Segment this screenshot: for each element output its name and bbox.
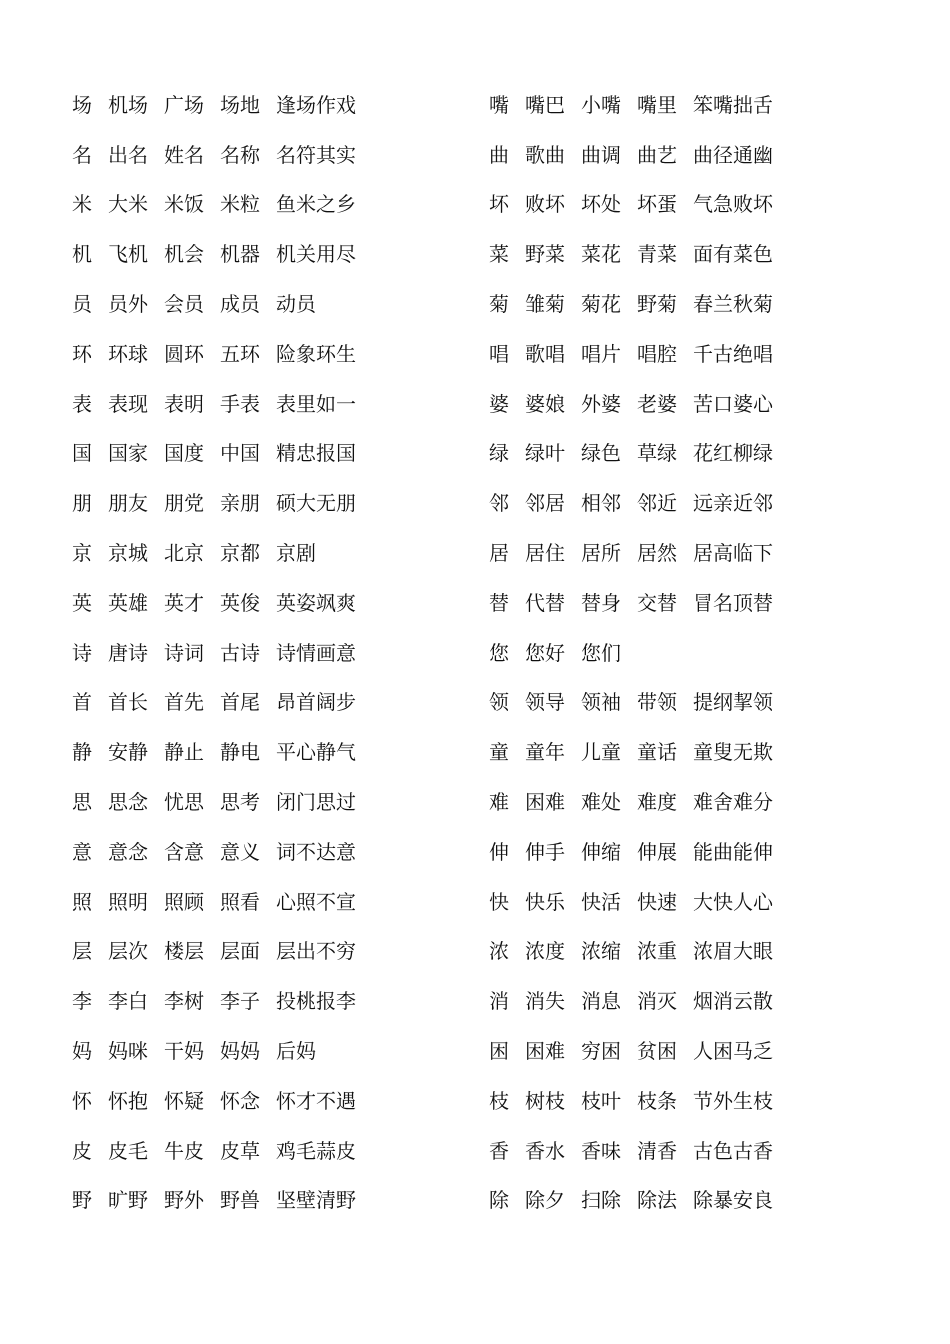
word: 香味 <box>581 1138 621 1163</box>
idiom: 人困马乏 <box>693 1039 773 1064</box>
word: 思考 <box>220 790 260 815</box>
character: 米 <box>72 192 92 217</box>
word: 唱腔 <box>637 341 677 366</box>
idiom: 层出不穷 <box>276 939 356 964</box>
character: 浓 <box>489 939 509 964</box>
word: 意念 <box>108 839 148 864</box>
word: 居所 <box>581 541 621 566</box>
word: 绿叶 <box>525 441 565 466</box>
word: 代替 <box>525 590 565 615</box>
word: 小嘴 <box>581 92 621 117</box>
word: 困难 <box>525 1039 565 1064</box>
idiom: 心照不宣 <box>276 889 356 914</box>
word-row <box>72 478 356 528</box>
character: 皮 <box>72 1138 92 1163</box>
character: 静 <box>72 740 92 765</box>
idiom: 险象环生 <box>276 341 356 366</box>
word: 清香 <box>637 1138 677 1163</box>
idiom: 冒名顶替 <box>693 590 773 615</box>
word: 照明 <box>108 889 148 914</box>
word: 带领 <box>637 690 677 715</box>
word: 扫除 <box>581 1188 621 1213</box>
word: 消息 <box>581 989 621 1014</box>
word: 场地 <box>220 92 260 117</box>
word-row <box>489 80 773 130</box>
idiom: 能曲能伸 <box>693 839 773 864</box>
word-row <box>489 777 773 827</box>
character: 香 <box>489 1138 509 1163</box>
word: 替身 <box>581 590 621 615</box>
word-row <box>72 827 356 877</box>
idiom: 表里如一 <box>276 391 356 416</box>
word: 机器 <box>220 242 260 267</box>
idiom: 童叟无欺 <box>693 740 773 765</box>
word: 败坏 <box>525 192 565 217</box>
word: 邻近 <box>637 491 677 516</box>
character: 领 <box>489 690 509 715</box>
word: 广场 <box>164 92 204 117</box>
word: 忧思 <box>164 790 204 815</box>
word: 您好 <box>525 640 565 665</box>
word-row <box>489 329 773 379</box>
word: 中国 <box>220 441 260 466</box>
idiom: 坚壁清野 <box>276 1188 356 1213</box>
word: 快速 <box>637 889 677 914</box>
word-row <box>489 1076 773 1126</box>
word: 妈妈 <box>220 1039 260 1064</box>
character: 朋 <box>72 491 92 516</box>
idiom: 平心静气 <box>276 740 356 765</box>
word: 诗词 <box>164 640 204 665</box>
word-row <box>489 578 773 628</box>
word: 领导 <box>525 690 565 715</box>
word: 旷野 <box>108 1188 148 1213</box>
word: 曲艺 <box>637 142 677 167</box>
word: 香水 <box>525 1138 565 1163</box>
character: 表 <box>72 391 92 416</box>
idiom: 烟消云散 <box>693 989 773 1014</box>
idiom: 气急败坏 <box>693 192 773 217</box>
left-column <box>72 80 356 1225</box>
word: 歌唱 <box>525 341 565 366</box>
word: 妈咪 <box>108 1039 148 1064</box>
idiom: 词不达意 <box>276 839 356 864</box>
word-row <box>72 727 356 777</box>
word: 儿童 <box>581 740 621 765</box>
word: 牛皮 <box>164 1138 204 1163</box>
word: 姓名 <box>164 142 204 167</box>
word-row <box>489 927 773 977</box>
character: 层 <box>72 939 92 964</box>
word-row <box>72 1076 356 1126</box>
idiom: 名符其实 <box>276 142 356 167</box>
word: 怀抱 <box>108 1088 148 1113</box>
word: 坏蛋 <box>637 192 677 217</box>
word-row <box>72 379 356 429</box>
word: 枝叶 <box>581 1088 621 1113</box>
character: 菜 <box>489 242 509 267</box>
idiom: 面有菜色 <box>693 242 773 267</box>
idiom: 怀才不遇 <box>276 1088 356 1113</box>
word-row <box>72 229 356 279</box>
word: 干妈 <box>164 1039 204 1064</box>
idiom: 机关用尽 <box>276 242 356 267</box>
character: 诗 <box>72 640 92 665</box>
word: 楼层 <box>164 939 204 964</box>
word: 首尾 <box>220 690 260 715</box>
word-row <box>489 180 773 230</box>
word: 您们 <box>581 640 621 665</box>
word: 婆娘 <box>525 391 565 416</box>
word: 五环 <box>220 341 260 366</box>
word: 国家 <box>108 441 148 466</box>
word: 手表 <box>220 391 260 416</box>
idiom: 花红柳绿 <box>693 441 773 466</box>
character: 场 <box>72 92 92 117</box>
word: 除法 <box>637 1188 677 1213</box>
word: 朋党 <box>164 491 204 516</box>
word: 难度 <box>637 790 677 815</box>
word: 英才 <box>164 590 204 615</box>
word-row <box>489 1176 773 1226</box>
word: 邻居 <box>525 491 565 516</box>
word-row <box>489 528 773 578</box>
word: 伸展 <box>637 839 677 864</box>
word-row <box>72 180 356 230</box>
character: 童 <box>489 740 509 765</box>
idiom: 大快人心 <box>693 889 773 914</box>
word: 米粒 <box>220 192 260 217</box>
character: 消 <box>489 989 509 1014</box>
idiom: 京剧 <box>276 541 316 566</box>
word-row <box>72 777 356 827</box>
word: 米饭 <box>164 192 204 217</box>
word-row <box>489 379 773 429</box>
word: 会员 <box>164 292 204 317</box>
word-row <box>72 976 356 1026</box>
character: 京 <box>72 541 92 566</box>
word: 京都 <box>220 541 260 566</box>
word: 机会 <box>164 242 204 267</box>
word-row <box>489 1126 773 1176</box>
word: 静止 <box>164 740 204 765</box>
character: 唱 <box>489 341 509 366</box>
word: 怀念 <box>220 1088 260 1113</box>
idiom: 鸡毛蒜皮 <box>276 1138 356 1163</box>
character: 伸 <box>489 839 509 864</box>
character: 妈 <box>72 1039 92 1064</box>
word-row <box>489 827 773 877</box>
word: 菊花 <box>581 292 621 317</box>
word-row <box>72 528 356 578</box>
character: 员 <box>72 292 92 317</box>
word: 机场 <box>108 92 148 117</box>
word-row <box>72 80 356 130</box>
word: 怀疑 <box>164 1088 204 1113</box>
word: 浓度 <box>525 939 565 964</box>
word: 皮草 <box>220 1138 260 1163</box>
word-row <box>72 429 356 479</box>
word: 浓重 <box>637 939 677 964</box>
word: 绿色 <box>581 441 621 466</box>
word-row <box>489 976 773 1026</box>
word-row <box>72 877 356 927</box>
word: 童年 <box>525 740 565 765</box>
character: 难 <box>489 790 509 815</box>
word: 领袖 <box>581 690 621 715</box>
word: 野菊 <box>637 292 677 317</box>
word-row <box>489 279 773 329</box>
character: 居 <box>489 541 509 566</box>
word-row <box>489 229 773 279</box>
word: 唱片 <box>581 341 621 366</box>
word: 思念 <box>108 790 148 815</box>
character: 环 <box>72 341 92 366</box>
word: 童话 <box>637 740 677 765</box>
word: 李树 <box>164 989 204 1014</box>
word: 嘴里 <box>637 92 677 117</box>
word-row <box>72 628 356 678</box>
word: 伸手 <box>525 839 565 864</box>
idiom: 诗情画意 <box>276 640 356 665</box>
word-row <box>489 130 773 180</box>
word: 北京 <box>164 541 204 566</box>
word: 亲朋 <box>220 491 260 516</box>
word: 嘴巴 <box>525 92 565 117</box>
word: 名称 <box>220 142 260 167</box>
word: 大米 <box>108 192 148 217</box>
character: 婆 <box>489 391 509 416</box>
idiom: 古色古香 <box>693 1138 773 1163</box>
word: 京城 <box>108 541 148 566</box>
word: 坏处 <box>581 192 621 217</box>
word: 安静 <box>108 740 148 765</box>
word: 相邻 <box>581 491 621 516</box>
word: 居住 <box>525 541 565 566</box>
word: 草绿 <box>637 441 677 466</box>
word: 飞机 <box>108 242 148 267</box>
word: 层次 <box>108 939 148 964</box>
word: 环球 <box>108 341 148 366</box>
character: 曲 <box>489 142 509 167</box>
word: 贫困 <box>637 1039 677 1064</box>
idiom: 逢场作戏 <box>276 92 356 117</box>
character: 快 <box>489 889 509 914</box>
word: 李白 <box>108 989 148 1014</box>
word: 青菜 <box>637 242 677 267</box>
word-row <box>489 678 773 728</box>
idiom: 曲径通幽 <box>693 142 773 167</box>
word: 外婆 <box>581 391 621 416</box>
word: 穷困 <box>581 1039 621 1064</box>
idiom: 浓眉大眼 <box>693 939 773 964</box>
word: 表明 <box>164 391 204 416</box>
right-column <box>489 80 773 1225</box>
word: 朋友 <box>108 491 148 516</box>
idiom: 笨嘴拙舌 <box>693 92 773 117</box>
idiom: 除暴安良 <box>693 1188 773 1213</box>
character: 邻 <box>489 491 509 516</box>
idiom: 千古绝唱 <box>693 341 773 366</box>
character: 野 <box>72 1188 92 1213</box>
word: 李子 <box>220 989 260 1014</box>
word: 树枝 <box>525 1088 565 1113</box>
word: 伸缩 <box>581 839 621 864</box>
word: 难处 <box>581 790 621 815</box>
word-row <box>489 628 773 678</box>
word: 唐诗 <box>108 640 148 665</box>
idiom: 投桃报李 <box>276 989 356 1014</box>
word: 快乐 <box>525 889 565 914</box>
character: 照 <box>72 889 92 914</box>
character: 困 <box>489 1039 509 1064</box>
idiom: 动员 <box>276 292 316 317</box>
idiom: 闭门思过 <box>276 790 356 815</box>
word: 老婆 <box>637 391 677 416</box>
word: 层面 <box>220 939 260 964</box>
word: 国度 <box>164 441 204 466</box>
character: 国 <box>72 441 92 466</box>
idiom: 鱼米之乡 <box>276 192 356 217</box>
idiom: 精忠报国 <box>276 441 356 466</box>
idiom: 居高临下 <box>693 541 773 566</box>
idiom: 昂首阔步 <box>276 690 356 715</box>
word: 曲调 <box>581 142 621 167</box>
word: 成员 <box>220 292 260 317</box>
word: 浓缩 <box>581 939 621 964</box>
word: 困难 <box>525 790 565 815</box>
word-row <box>72 279 356 329</box>
idiom: 提纲挈领 <box>693 690 773 715</box>
character: 除 <box>489 1188 509 1213</box>
word: 野菜 <box>525 242 565 267</box>
character: 怀 <box>72 1088 92 1113</box>
word: 消失 <box>525 989 565 1014</box>
word: 雏菊 <box>525 292 565 317</box>
word-row <box>72 578 356 628</box>
word-row <box>489 877 773 927</box>
word: 野外 <box>164 1188 204 1213</box>
character: 思 <box>72 790 92 815</box>
idiom: 后妈 <box>276 1039 316 1064</box>
word-row <box>72 1126 356 1176</box>
word-row <box>72 927 356 977</box>
idiom: 苦口婆心 <box>693 391 773 416</box>
word: 意义 <box>220 839 260 864</box>
word-row <box>72 329 356 379</box>
word: 歌曲 <box>525 142 565 167</box>
word: 菜花 <box>581 242 621 267</box>
word-row <box>72 1026 356 1076</box>
character: 枝 <box>489 1088 509 1113</box>
word: 皮毛 <box>108 1138 148 1163</box>
word: 古诗 <box>220 640 260 665</box>
idiom: 英姿飒爽 <box>276 590 356 615</box>
idiom: 难舍难分 <box>693 790 773 815</box>
character: 您 <box>489 640 509 665</box>
idiom: 节外生枝 <box>693 1088 773 1113</box>
idiom: 硕大无朋 <box>276 491 356 516</box>
word: 消灭 <box>637 989 677 1014</box>
word: 首长 <box>108 690 148 715</box>
word: 照顾 <box>164 889 204 914</box>
word-row <box>489 478 773 528</box>
character: 替 <box>489 590 509 615</box>
character: 意 <box>72 839 92 864</box>
character: 机 <box>72 242 92 267</box>
character: 李 <box>72 989 92 1014</box>
character: 名 <box>72 142 92 167</box>
character: 英 <box>72 590 92 615</box>
word: 圆环 <box>164 341 204 366</box>
word-row <box>72 1176 356 1226</box>
word: 含意 <box>164 839 204 864</box>
character: 嘴 <box>489 92 509 117</box>
word-row <box>72 130 356 180</box>
character: 首 <box>72 690 92 715</box>
word: 枝条 <box>637 1088 677 1113</box>
word-row <box>489 1026 773 1076</box>
word: 除夕 <box>525 1188 565 1213</box>
word: 出名 <box>108 142 148 167</box>
word: 英雄 <box>108 590 148 615</box>
word: 交替 <box>637 590 677 615</box>
word: 野兽 <box>220 1188 260 1213</box>
word-row <box>489 429 773 479</box>
character: 绿 <box>489 441 509 466</box>
idiom: 春兰秋菊 <box>693 292 773 317</box>
word: 快活 <box>581 889 621 914</box>
word: 居然 <box>637 541 677 566</box>
word: 静电 <box>220 740 260 765</box>
word: 员外 <box>108 292 148 317</box>
character: 菊 <box>489 292 509 317</box>
character: 坏 <box>489 192 509 217</box>
word: 首先 <box>164 690 204 715</box>
word: 照看 <box>220 889 260 914</box>
word: 英俊 <box>220 590 260 615</box>
word-row <box>489 727 773 777</box>
word-row <box>72 678 356 728</box>
word: 表现 <box>108 391 148 416</box>
idiom: 远亲近邻 <box>693 491 773 516</box>
